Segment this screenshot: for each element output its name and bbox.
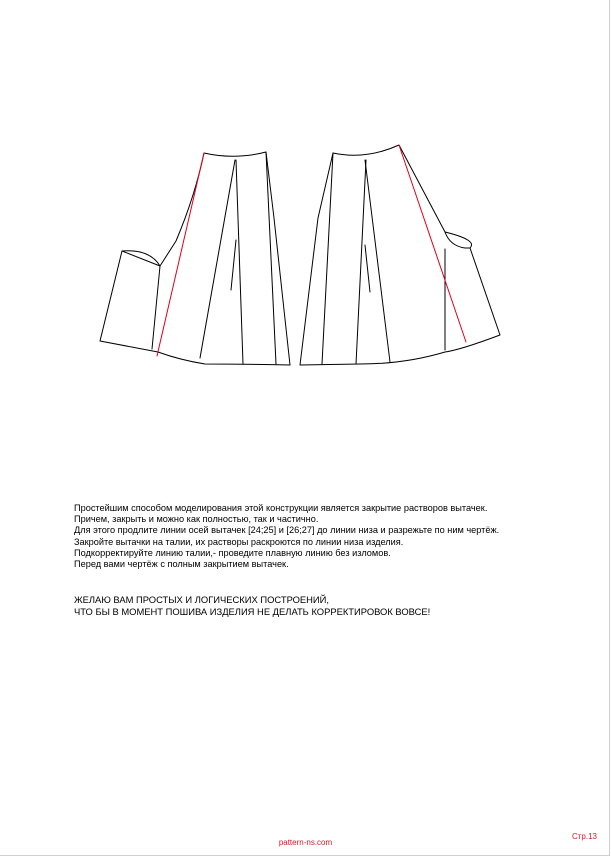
left-dart-3 [266,152,276,364]
instruction-line: Для этого продлите линии осей вытачек [24;25] и [26;27] до линии низа и разрежьте по ним чертёж. [74,525,500,536]
left-outline [100,152,290,365]
right-dart-4 [365,245,370,292]
right-pattern-piece [300,145,500,365]
site-link[interactable]: pattern-ns.com [278,838,333,847]
left-dart-2 [236,160,243,364]
right-dart-2 [356,160,366,364]
instruction-line: Закройте вытачки на талии, их растворы раскроются по линии низа изделия. [74,536,404,547]
instructions-text [74,503,594,570]
left-pattern-piece [100,152,290,365]
right-dart-3 [322,153,333,364]
closing-line: ЖЕЛАЮ ВАМ ПРОСТЫХ И ЛОГИЧЕСКИХ ПОСТРОЕНИЙ, [74,594,330,605]
right-outline [300,145,500,365]
right-side-curve [445,232,470,248]
page-number: Стр.13 [571,832,597,841]
left-side-vertical [152,266,160,349]
closing-message [74,594,594,617]
left-dart-4 [231,240,236,290]
right-red-line [399,145,466,342]
left-dart-1 [200,160,235,358]
instruction-line: Подкорректируйте линию талии,- проведите плавную линию без изломов. [74,547,391,558]
instruction-line: Простейшим способом моделирования этой конструкции является закрытие растворов вытачек. [74,503,488,513]
right-dart-1 [365,160,390,362]
instruction-line: Причем, закрыть и можно как полностью, так и частично. [74,514,319,525]
closing-line: ЧТО БЫ В МОМЕНТ ПОШИВА ИЗДЕЛИЯ НЕ ДЕЛАТЬ КОРРЕКТИРОВОК ВОВСЕ! [74,605,431,617]
instruction-line: Перед вами чертёж с полным закрытием вытачек. [74,559,289,570]
left-red-line [157,153,204,356]
